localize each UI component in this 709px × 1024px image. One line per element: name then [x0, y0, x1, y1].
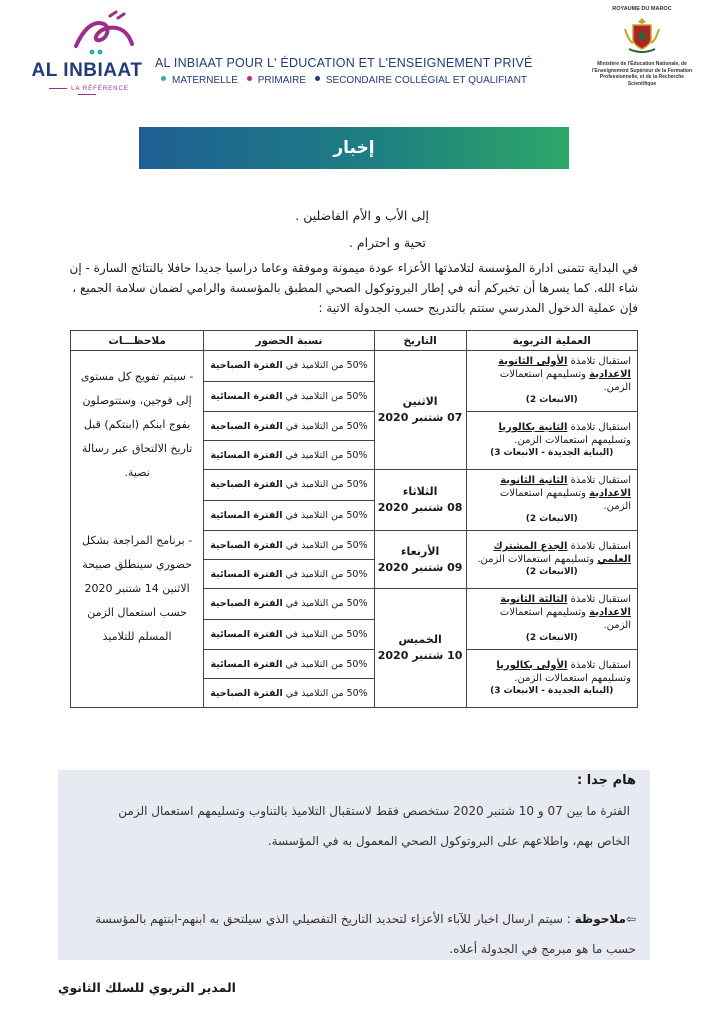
day-name: الأربعاء	[400, 544, 440, 558]
day-date: 07 شتنبر 2020	[377, 411, 463, 424]
level-dot-icon	[315, 76, 320, 81]
ministry-kingdom: ROYAUME DU MAROC	[612, 6, 672, 12]
level-maternelle: MATERNELLE	[172, 75, 238, 86]
day-name: الثلاثاء	[402, 485, 438, 498]
level-name: الثالثة الثانوية الاعدادية	[500, 594, 631, 618]
level-name: الثانية الثانوية الاعدادية	[500, 475, 631, 499]
table-row	[71, 351, 638, 382]
attendance-cell: 50% من التلاميذ في الفترة الصباحية	[204, 351, 374, 382]
building-label: (الانبعاث 2)	[525, 633, 578, 643]
attendance-cell: 50% من التلاميذ في الفترة المسائية	[204, 381, 374, 412]
school-levels	[155, 75, 527, 86]
day-date: 09 شتنبر 2020	[377, 560, 463, 574]
header-operation: العملية التربوية	[466, 331, 637, 351]
important-title: هام جدا :	[576, 773, 636, 788]
ministry-name: Ministère de l'Éducation Nationale, de l'Enseignement Supérieur de la Formation Professionnelle, et de la Recherche Scientifique	[591, 61, 693, 87]
level-primaire: PRIMAIRE	[257, 75, 307, 86]
attendance-cell: 50% من التلاميذ في الفترة المسائية	[204, 619, 374, 650]
level-name: الثانية بكالوريا	[498, 422, 568, 433]
level-dot-icon	[161, 76, 166, 81]
header-date: التاريخ	[374, 331, 466, 351]
coat-of-arms-icon	[621, 15, 663, 55]
header-attendance: نسبة الحضور	[204, 331, 374, 351]
table-header-row	[71, 331, 638, 351]
attendance-cell: 50% من التلاميذ في الفترة الصباحية	[204, 412, 374, 441]
operation-cell: استقبال تلامذة الجذع المشترك العلمي وتسليمهم استعمالات الزمن. (الانبعاث 2)	[466, 531, 637, 589]
letter-intro: في البداية تتمنى ادارة المؤسسة لتلامذتها الأعزاء عودة ميمونة وموفقة وعاما دراسيا جديدا حافلا بالنتائج السارة - إن شاء الله. كما يسرها أن تخبركم أنه في إطار البروتوكول الصحي المطبق بالمؤسسة والرامي لضمان سلامة الجميع ، فإن عملية الدخول المدرسي ستتم بالتدريج حسب الجدولة الاتية :	[69, 261, 638, 315]
operation-cell: استقبال تلامذة الثانية الثانوية الاعدادية وتسليمهم استعمالات الزمن. (الانبعاث 2)	[466, 470, 637, 531]
operation-cell: استقبال تلامذة الثانية بكالوريا وتسليمهم استعمالات الزمن. (البناية الجديدة - الانبعاث 3)	[466, 412, 637, 470]
level-name: الأولى الثانوية الاعدادية	[498, 356, 631, 380]
building-label: (البناية الجديدة - الانبعاث 3)	[490, 686, 614, 696]
logo-calligraphy-icon	[70, 10, 140, 58]
level-secondaire: SECONDAIRE COLLÉGIAL ET QUALIFIANT	[325, 75, 528, 86]
date-cell	[374, 470, 466, 531]
logo-tagline: LA RÉFÉRENCE	[36, 86, 138, 98]
note-grouping: - سيتم تفويج كل مستوى إلى فوجين، وستتوصلون بفوج ابنكم (ابنتكم) قبل تاريخ الالتحاق عبر رسالة نصية.	[80, 370, 194, 479]
letter-greeting: إلى الأب و الأم الفاضلين .	[295, 208, 429, 223]
attendance-cell: 50% من التلاميذ في الفترة الصباحية	[204, 470, 374, 501]
date-cell	[374, 351, 466, 470]
building-label: (الانبعاث 2)	[525, 514, 578, 524]
operation-cell: استقبال تلامذة الأولى الثانوية الاعدادية وتسليمهم استعمالات الزمن. (الانبعاث 2)	[466, 351, 637, 412]
ministry-emblem-block	[586, 6, 698, 94]
signature: المدير التربوي للسلك الثانوي	[58, 980, 236, 995]
operation-cell: استقبال تلامذة الثالثة الثانوية الاعدادية وتسليمهم استعمالات الزمن. (الانبعاث 2)	[466, 589, 637, 650]
arrow-left-icon: ⇦	[625, 912, 636, 926]
building-label: (الانبعاث 2)	[525, 395, 578, 405]
important-notice	[58, 770, 650, 960]
school-name: AL INBIAAT POUR L' ÉDUCATION ET L'ENSEIGNEMENT PRIVÉ	[155, 56, 533, 70]
day-name: الاثنين	[402, 395, 438, 408]
day-date: 08 شتنبر 2020	[377, 501, 463, 514]
day-name: الخميس	[398, 633, 442, 646]
title-banner	[139, 127, 569, 169]
operation-cell: استقبال تلامذة الأولى بكالوريا وتسليمهم استعمالات الزمن. (البناية الجديدة - الانبعاث 3)	[466, 650, 637, 708]
day-date: 10 شتنبر 2020	[377, 649, 463, 662]
attendance-cell: 50% من التلاميذ في الفترة المسائية	[204, 650, 374, 679]
note-label: ملاحوظة	[574, 912, 626, 926]
schedule-table	[70, 330, 638, 708]
logo-name: AL INBIAAT	[31, 60, 143, 81]
page-title: إخبار	[333, 138, 375, 158]
letter-salutation: تحية و احترام .	[348, 235, 426, 250]
building-label: (البناية الجديدة - الانبعاث 3)	[490, 448, 614, 458]
level-dot-icon	[247, 76, 252, 81]
important-body: الفترة ما بين 07 و 10 شتنبر 2020 ستخصص فقط لاستقبال التلاميذ بالتناوب وتسليمهم استعمال الزمن الخاص بهم، واطلاعهم على البروتوكول الصحي المعمول به في المؤسسة.	[118, 804, 630, 848]
attendance-cell: 50% من التلاميذ في الفترة الصباحية	[204, 679, 374, 708]
header-notes: ملاحظـــات	[71, 331, 204, 351]
level-name: الأولى بكالوريا	[496, 660, 568, 671]
notes-cell	[71, 351, 204, 708]
attendance-cell: 50% من التلاميذ في الفترة المسائية	[204, 441, 374, 470]
date-cell	[374, 589, 466, 708]
building-label: (الانبعاث 2)	[525, 567, 578, 577]
attendance-cell: 50% من التلاميذ في الفترة المسائية	[204, 560, 374, 589]
note-revision: - برنامج المراجعة بشكل حضوري سينطلق صبيحة الاثنين 14 شتنبر 2020 حسب استعمال الزمن المسلم للتلاميذ	[82, 534, 193, 643]
date-cell	[374, 531, 466, 589]
attendance-cell: 50% من التلاميذ في الفترة المسائية	[204, 500, 374, 531]
school-logo	[22, 10, 152, 96]
note-body: : سيتم ارسال اخبار للآباء الأعزاء لتحديد التاريخ التفصيلي الذي سيلتحق به ابنهم-ابنتهم بالمؤسسة حسب ما هو مبرمج في الجدولة أعلاه.	[95, 912, 636, 956]
attendance-cell: 50% من التلاميذ في الفترة الصباحية	[204, 531, 374, 560]
level-name: الجذع المشترك العلمي	[493, 541, 631, 565]
note-paragraph	[94, 904, 636, 964]
attendance-cell: 50% من التلاميذ في الفترة الصباحية	[204, 589, 374, 620]
